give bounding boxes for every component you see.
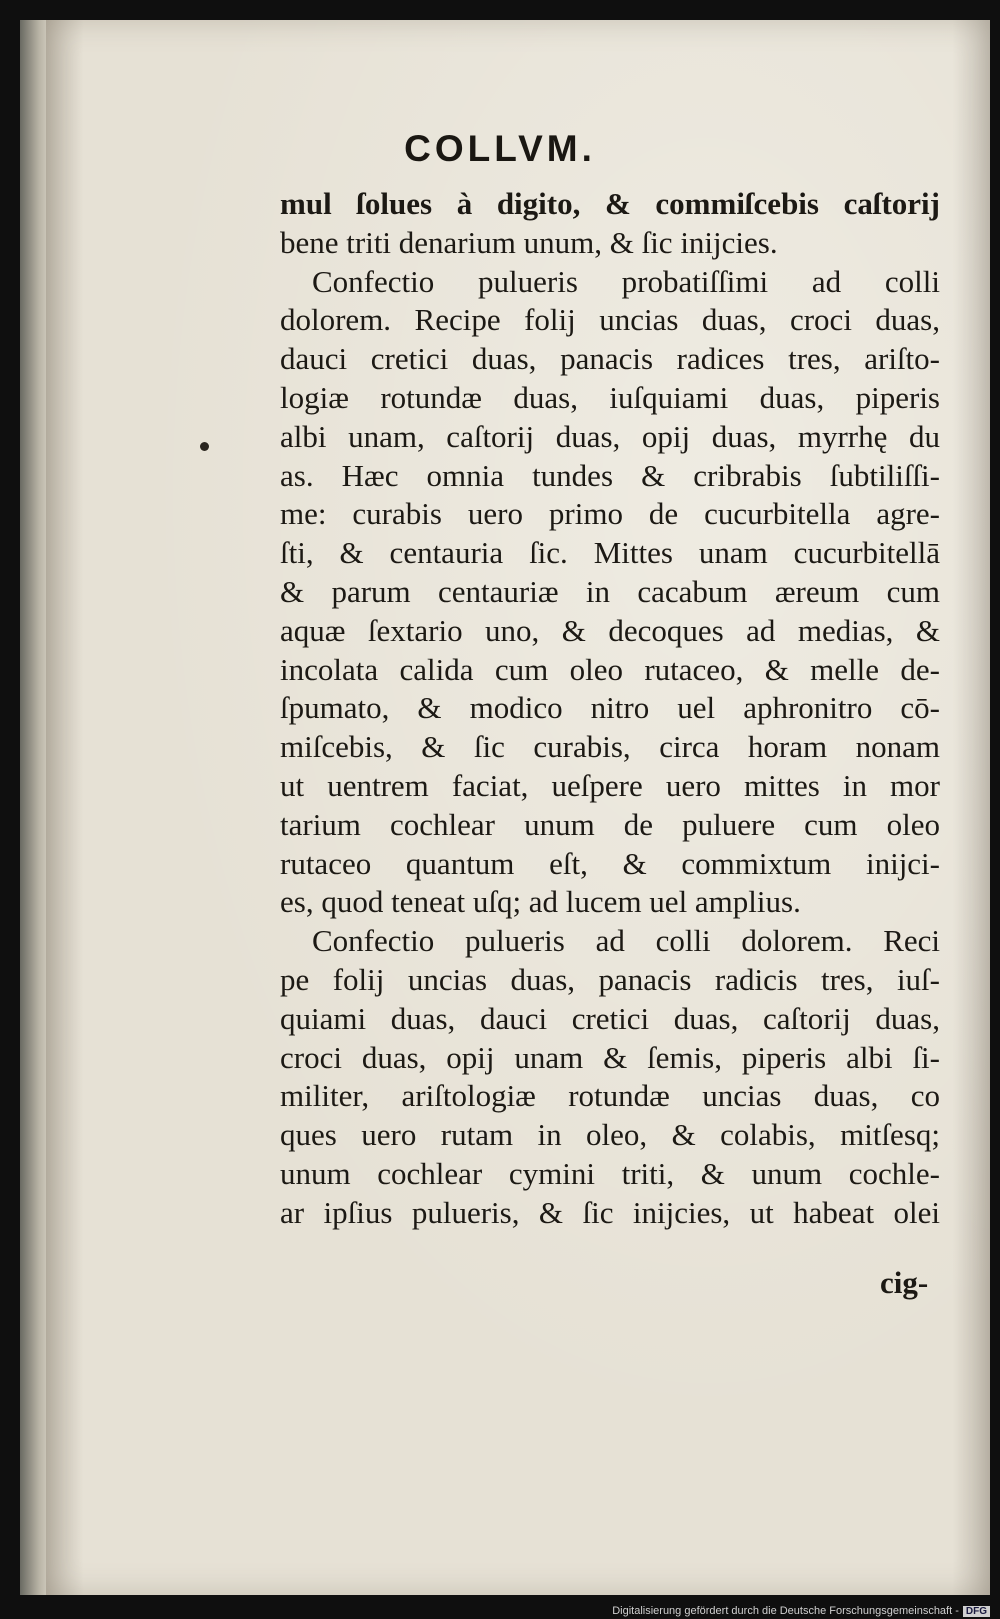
text-line: ques uero rutam in oleo, & colabis, mitſesq; [280,1117,940,1153]
body-text [280,185,940,1233]
running-head: COLLVM. [404,128,596,169]
text-line: bene triti denarium unum, & ſic inijcies. [280,224,778,260]
text-line: croci duas, opij unam & ſemis, piperis albi ſi- [280,1039,940,1075]
text-line: ſti, & centauria ſic. Mittes unam cucurbitellā [280,535,940,571]
text-line: albi unam, caſtorij duas, opij duas, myrrhę du [280,418,940,454]
text-line: pe folij uncias duas, panacis radicis tres, iuſ- [280,961,940,997]
credit-text: Digitalisierung gefördert durch die Deutsche Forschungsgemeinschaft - [612,1605,959,1617]
text-line: & parum centauriæ in cacabum æreum cum [280,573,940,609]
text-line: as. Hæc omnia tundes & cribrabis ſubtiliſſi- [280,457,940,493]
text-line: militer, ariſtologiæ rotundæ uncias duas, co [280,1078,940,1114]
text-line: miſcebis, & ſic curabis, circa horam nonam [280,729,940,765]
text-line: ar ipſius pulueris, & ſic inijcies, ut habeat olei [280,1194,940,1230]
text-line: rutaceo quantum eſt, & commixtum inijci- [280,845,940,881]
text-line: incolata calida cum oleo rutaceo, & melle de- [280,651,940,687]
text-line: aquæ ſextario uno, & decoques ad medias, & [280,612,940,648]
text-line: ut uentrem faciat, ueſpere uero mittes in mor [280,767,940,803]
digitization-credit [612,1605,990,1617]
text-line: quiami duas, dauci cretici duas, caſtorij duas, [280,1000,940,1036]
text-line: unum cochlear cymini triti, & unum cochle- [280,1155,940,1191]
text-line: logiæ rotundæ duas, iuſquiami duas, piperis [280,379,940,415]
margin-ink-mark [200,442,209,451]
text-line: dauci cretici duas, panacis radices tres, ariſto- [280,341,940,377]
text-line: ſpumato, & modico nitro uel aphronitro cō- [280,690,940,726]
text-line: mul ſolues à digito, & commiſcebis caſtorij [280,186,940,221]
text-line: me: curabis uero primo de cucurbitella agre- [280,496,940,532]
text-line: dolorem. Recipe folij uncias duas, croci duas, [280,302,940,338]
text-line: Confectio pulueris ad colli dolorem. Reci [312,923,940,959]
dfg-logo: DFG [963,1606,990,1617]
text-line: es, quod teneat uſq; ad lucem uel amplius. [280,884,801,920]
text-line: Confectio pulueris probatiſſimi ad colli [312,263,940,299]
text-line: tarium cochlear unum de puluere cum oleo [280,806,940,842]
catchword: cig- [880,1265,929,1300]
